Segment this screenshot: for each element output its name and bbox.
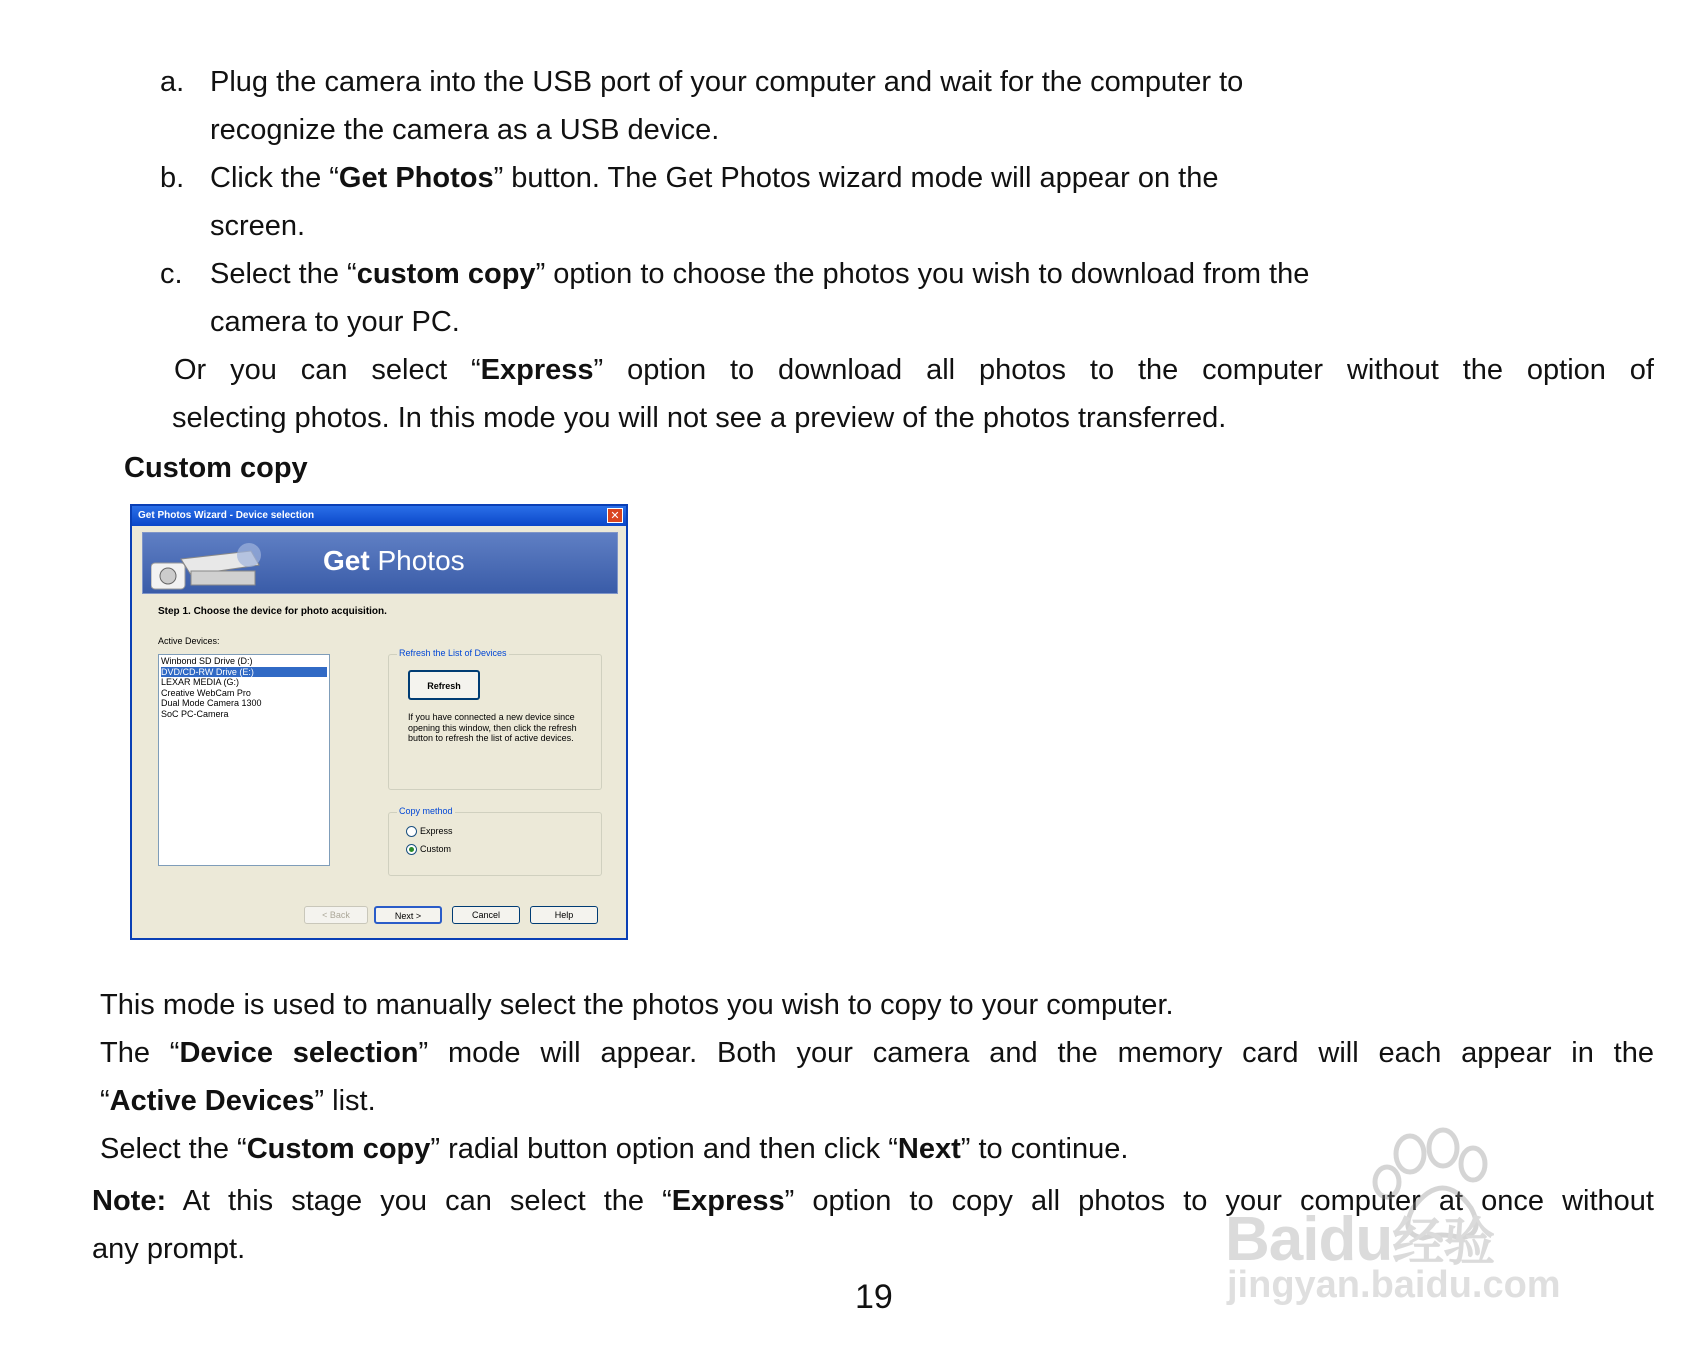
express-radio[interactable]: Express [406,826,453,837]
list-item[interactable]: SoC PC-Camera [161,708,229,719]
back-button[interactable]: < Back [304,906,368,924]
watermark-url: jingyan.baidu.com [1227,1264,1561,1306]
refresh-group-title: Refresh the List of Devices [399,648,507,658]
dialog-title: Get Photos Wizard - Device selection [132,506,626,526]
cancel-button[interactable]: Cancel [452,906,520,924]
baidu-watermark [1225,1112,1625,1312]
list-item[interactable]: LEXAR MEDIA (G:) [161,677,240,687]
step-marker: b. [160,162,185,194]
paragraph-3: Select the “Custom copy” radial button option and then click “Next” to continue. [100,1133,1129,1165]
note-line2: any prompt. [92,1233,246,1265]
refresh-help-text: If you have connected a new device since opening this window, then click the refresh button to refresh the list of active devices. [408,712,577,743]
camera-scanner-icon [151,541,261,591]
refresh-button[interactable]: Refresh [408,670,480,700]
paragraph-2-line1: The “Device selection” mode will appear. Both your camera and the memory card will each appear in the [100,1037,1654,1069]
get-photos-wizard-screenshot [130,504,628,940]
close-icon[interactable]: ✕ [607,508,623,523]
list-item[interactable]: Creative WebCam Pro [161,687,251,698]
step-c-continuation: camera to your PC. [210,306,460,338]
active-devices-list[interactable] [158,654,330,866]
paragraph-2-line2: “Active Devices” list. [100,1085,376,1117]
list-item[interactable]: Winbond SD Drive (D:) [161,656,253,666]
step-marker: a. [160,66,185,98]
wizard-banner [142,532,618,594]
note-line1: Note: At this stage you can select the “Express” option to copy all photos to your computer at once without [92,1185,1654,1217]
express-paragraph-line2: selecting photos. In this mode you will not see a preview of the photos transferred. [172,402,1227,434]
next-button[interactable]: Next > [374,906,442,924]
step-text: Select the “custom copy” option to choose the photos you wish to download from the [210,258,1310,290]
step-instruction: Step 1. Choose the device for photo acquisition. [158,606,387,617]
list-item-selected[interactable]: DVD/CD-RW Drive (E:) [161,667,327,678]
step-text: Click the “Get Photos” button. The Get Photos wizard mode will appear on the [210,162,1219,194]
list-item[interactable]: Dual Mode Camera 1300 [161,698,262,708]
active-devices-label: Active Devices: [158,636,220,646]
step-text: Plug the camera into the USB port of your computer and wait for the computer to [210,66,1244,98]
copy-method-title: Copy method [399,806,453,816]
banner-title: Get Photos [323,545,465,576]
watermark-logo: Baidu经验 [1225,1205,1495,1274]
paragraph-1: This mode is used to manually select the photos you wish to copy to your computer. [100,989,1174,1021]
help-button[interactable]: Help [530,906,598,924]
step-a-continuation: recognize the camera as a USB device. [210,114,720,146]
radio-unchecked-icon [406,826,417,837]
step-marker: c. [160,258,183,290]
step-b-continuation: screen. [210,210,306,242]
page-number: 19 [855,1278,893,1316]
section-heading: Custom copy [124,452,308,484]
express-paragraph-line1: Or you can select “Express” option to download all photos to the computer without the option of [174,354,1654,386]
custom-radio[interactable]: Custom [406,844,451,855]
radio-checked-icon [406,844,417,855]
